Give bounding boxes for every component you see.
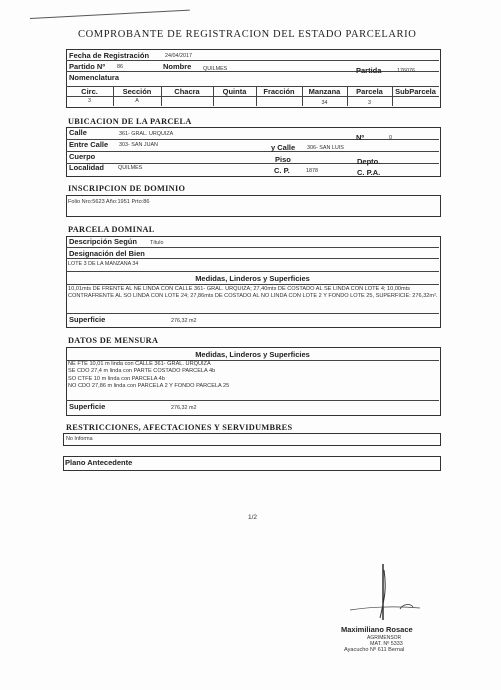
handwritten-signature [340, 560, 450, 624]
col-circ: Circ. [81, 87, 98, 96]
signatory-address: Ayacucho Nº 611 Bernal [344, 647, 405, 653]
medidas-heading-2: Medidas, Linderos y Superficies [195, 350, 310, 359]
page-number: 1/2 [248, 514, 258, 521]
restricciones-block [63, 433, 441, 446]
superficie-label-2: Superficie [69, 402, 106, 411]
medidas-heading-1: Medidas, Linderos y Superficies [195, 274, 310, 283]
nombre-value: QUILMES [203, 66, 228, 72]
signatory-mat: MAT. Nº 5333 [370, 641, 403, 647]
numero-value: 0 [389, 135, 392, 141]
y-calle-value: 306- SAN LUIS [307, 145, 344, 151]
fecha-registracion-label: Fecha de Registración [69, 51, 150, 60]
cp-label: C. P. [274, 166, 290, 175]
designacion-bien-label: Designación del Bien [69, 249, 145, 258]
col-fraccion: Fracción [263, 87, 295, 96]
partida-value: 176076 [397, 68, 415, 74]
cuerpo-label: Cuerpo [69, 152, 96, 161]
signatory-name: Maximiliano Rosace [341, 625, 413, 634]
restricciones-value: No Informa [66, 436, 93, 442]
mensura-line-2: SE CDO 27,4 m linda con PARTE COSTADO PARCELA 4b [68, 368, 216, 374]
superficie-value-2: 276,32 m2 [171, 405, 197, 411]
localidad-value: QUILMES [118, 165, 143, 171]
manzana-value: 34 [321, 100, 328, 106]
col-quinta: Quinta [222, 87, 247, 96]
numero-label: Nº [356, 133, 365, 142]
depto-label: Depto. [357, 157, 381, 166]
col-chacra: Chacra [174, 87, 200, 96]
descripcion-segun-value: Título [150, 240, 164, 246]
piso-label: Piso [275, 155, 291, 164]
seccion-value: A [135, 98, 139, 104]
parcela-value: 3 [368, 100, 371, 106]
cp-value: 1878 [306, 168, 318, 174]
entre-calle-label: Entre Calle [69, 140, 109, 149]
localidad-label: Localidad [69, 163, 105, 172]
nomenclatura-label: Nomenclatura [69, 73, 120, 82]
medidas-text-1: 10,01mts DE FRENTE AL NE LINDA CON CALLE 361- GRAL. URQUIZA; 27,40mts DE COSTADO AL SE LINDA CON LOTE 4; 10,00mts CONTRAFRENTE AL SO LINDA CON LOTE 24; 27,86mts DE COSTADO AL NO LINDA CON LOTE 2 Y FONDO LOTE 25, SUPERFICIE: 276,32m². [68, 286, 438, 300]
superficie-label-1: Superficie [69, 315, 106, 324]
superficie-value-1: 276,32 m2 [171, 318, 197, 324]
nombre-label: Nombre [163, 62, 192, 71]
plano-antecedente-label: Plano Antecedente [65, 458, 133, 467]
cpa-label: C. P.A. [357, 168, 381, 177]
designacion-bien-value: LOTE 3 DE LA MANZANA 34 [68, 261, 139, 267]
partido-no-value: 86 [117, 64, 123, 70]
col-manzana: Manzana [308, 87, 341, 96]
partida-label: Partida [356, 66, 382, 75]
ubicacion-heading: UBICACION DE LA PARCELA [68, 117, 192, 126]
col-subparcela: SubParcela [395, 87, 436, 96]
y-calle-label: y Calle [271, 143, 296, 152]
circ-value: 3 [88, 98, 91, 104]
mensura-line-1: NE FTE 10,01 m linda con CALLE 361- GRAL. URQUIZA [68, 361, 211, 367]
col-parcela: Parcela [356, 87, 383, 96]
fecha-registracion-value: 24/04/2017 [165, 53, 192, 59]
dominio-heading: INSCRIPCION DE DOMINIO [68, 184, 186, 193]
col-seccion: Sección [122, 87, 152, 96]
mensura-heading: DATOS DE MENSURA [68, 336, 159, 345]
top-mark-line [30, 10, 190, 19]
dominio-value: Folio Nro:5623 Año:1951 Prto:86 [68, 199, 150, 205]
restricciones-heading: RESTRICCIONES, AFECTACIONES Y SERVIDUMBRES [66, 423, 293, 432]
mensura-line-3: SO CTFE 10 m linda con PARCELA 4b [68, 376, 165, 382]
descripcion-segun-label: Descripción Según [69, 237, 137, 246]
parcela-dominial-heading: PARCELA DOMINAL [68, 225, 155, 234]
calle-label: Calle [69, 128, 87, 137]
signatory-title: AGRIMENSOR [367, 635, 402, 641]
partido-no-label: Partido Nº [69, 62, 106, 71]
entre-calle-value: 303- SAN JUAN [119, 142, 158, 148]
document-title: COMPROBANTE DE REGISTRACION DEL ESTADO PARCELARIO [78, 29, 417, 40]
mensura-line-4: NO CDO 27,86 m linda con PARCELA 2 Y FONDO PARCELA 25 [68, 383, 230, 389]
calle-value: 361- GRAL. URQUIZA [119, 131, 174, 137]
